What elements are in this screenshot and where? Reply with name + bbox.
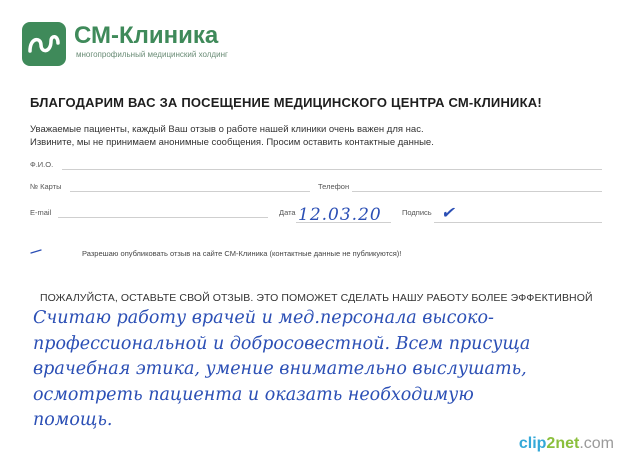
review-line-4: осмотреть пациента и оказать необходимую [33, 384, 474, 405]
review-line-1: Считаю работу врачей и мед.персонала высоко- [33, 308, 494, 328]
review-prompt: ПОЖАЛУЙСТА, ОСТАВЬТЕ СВОЙ ОТЗЫВ. ЭТО ПОМОЖЕТ СДЕЛАТЬ НАШУ РАБОТУ БОЛЕЕ ЭФФЕКТИВНОЙ [40, 292, 593, 304]
watermark-part2: 2net [546, 435, 580, 452]
review-line-3: врачебная этика, умение внимательно выслушать, [33, 359, 527, 379]
consent-label: Разрешаю опубликовать отзыв на сайте СМ-Клиника (контактные данные не публикуются)! [82, 249, 402, 258]
logo-wave-icon [27, 31, 61, 57]
watermark-part3: .com [579, 435, 614, 452]
clinic-logo-icon [22, 22, 66, 66]
date-field-label: Дата [279, 208, 296, 217]
name-field[interactable] [62, 169, 602, 170]
date-field[interactable] [296, 222, 391, 223]
brand-name: СМ-Клиника [74, 22, 219, 49]
consent-checkbox[interactable] [30, 246, 42, 256]
signature-field[interactable] [434, 222, 602, 223]
card-field[interactable] [70, 191, 310, 192]
name-field-label: Ф.И.О. [30, 160, 54, 169]
signature-value[interactable]: ✔ [441, 203, 455, 222]
review-textarea[interactable] [33, 306, 613, 434]
page-title: БЛАГОДАРИМ ВАС ЗА ПОСЕЩЕНИЕ МЕДИЦИНСКОГО ЦЕНТРА СМ-КЛИНИКА! [30, 95, 542, 110]
watermark-part1: clip [518, 435, 547, 452]
email-field[interactable] [58, 217, 268, 218]
date-field-value[interactable]: 12.03.20 [298, 205, 382, 225]
review-line-2: профессиональной и добросовестной. Всем присуща [33, 333, 531, 354]
email-field-label: E-mail [30, 208, 52, 217]
brand-tagline: многопрофильный медицинский холдинг [76, 50, 228, 59]
signature-field-label: Подпись [402, 208, 432, 217]
card-field-label: № Карты [30, 182, 62, 191]
phone-field-label: Телефон [318, 182, 350, 191]
intro-text-line2: Извините, мы не принимаем анонимные сообщения. Просим оставить контактные данные. [30, 137, 434, 148]
clip2net-watermark [519, 435, 614, 453]
review-line-5: помощь. [33, 410, 113, 430]
phone-field[interactable] [352, 191, 602, 192]
intro-text-line1: Уважаемые пациенты, каждый Ваш отзыв о работе нашей клиники очень важен для нас. [30, 124, 424, 135]
